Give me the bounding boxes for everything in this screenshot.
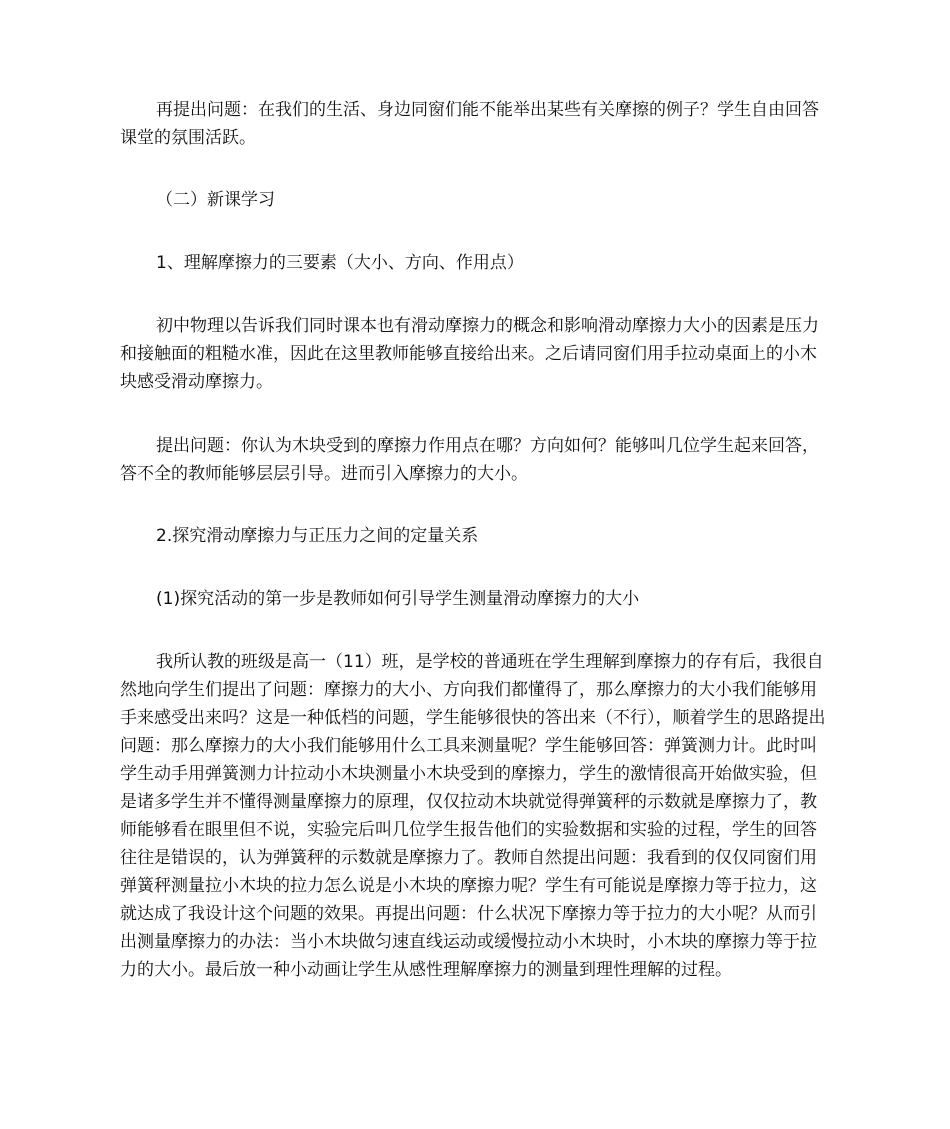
subsection-heading-quantitative: 2.探究滑动摩擦力与正压力之间的定量关系 bbox=[156, 526, 479, 546]
subsection-heading-three-elements: 1、理解摩擦力的三要素（大小、方向、作用点） bbox=[156, 253, 524, 273]
subsection-heading-step-one: (1)探究活动的第一步是教师如何引导学生测量滑动摩擦力的大小 bbox=[156, 589, 640, 609]
paragraph-friction-concept: 初中物理以告诉我们同时课本也有滑动摩擦力的概念和影响滑动摩擦力大小的因素是压力和接触面的粗糙水准，因此在这里教师能够直接给出来。之后请同窗们用手拉动桌面上的小木块感受滑动摩擦力。 bbox=[120, 316, 819, 392]
paragraph-class-experience: 我所认教的班级是高一（11）班，是学校的普通班在学生理解到摩擦力的存有后，我很自然地向学生们提出了问题：摩擦力的大小、方向我们都懂得了，那么摩擦力的大小我们能够用手来感受出来吗？这是一种低档的问题，学生能够很快的答出来（不行），顺着学生的思路提出问题：那么摩擦力的大小我们能够用什么工具来测量呢？学生能够回答：弹簧测力计。此时叫学生动手用弹簧测力计拉动小木块测量小木块受到的摩擦力，学生的激情很高开始做实验，但是诸多学生并不懂得测量摩擦力的原理，仅仅拉动木块就觉得弹簧秤的示数就是摩擦力了，教师能够看在眼里但不说，实验完后叫几位学生报告他们的实验数据和实验的过程，学生的回答往往是错误的，认为弹簧秤的示数就是摩擦力了。教师自然提出问题：我看到的仅仅同窗们用弹簧秤测量拉小木块的拉力怎么说是小木块的摩擦力呢？学生有可能说是摩擦力等于拉力，这就达成了我设计这个问题的效果。再提出问题：什么状况下摩擦力等于拉力的大小呢？从而引出测量摩擦力的办法：当小木块做匀速直线运动或缓慢拉动小木块时，小木块的摩擦力等于拉力的大小。最后放一种小动画让学生从感性理解摩擦力的测量到理性理解的过程。 bbox=[120, 652, 826, 980]
section-heading-new-lesson: （二）新课学习 bbox=[156, 190, 275, 210]
paragraph-question-examples: 再提出问题：在我们的生活、身边同窗们能不能举出某些有关摩擦的例子？学生自由回答课堂的氛围活跃。 bbox=[120, 100, 819, 148]
paragraph-friction-direction: 提出问题：你认为木块受到的摩擦力作用点在哪？方向如何？能够叫几位学生起来回答，答不全的教师能够层层引导。进而引入摩擦力的大小。 bbox=[120, 436, 819, 484]
